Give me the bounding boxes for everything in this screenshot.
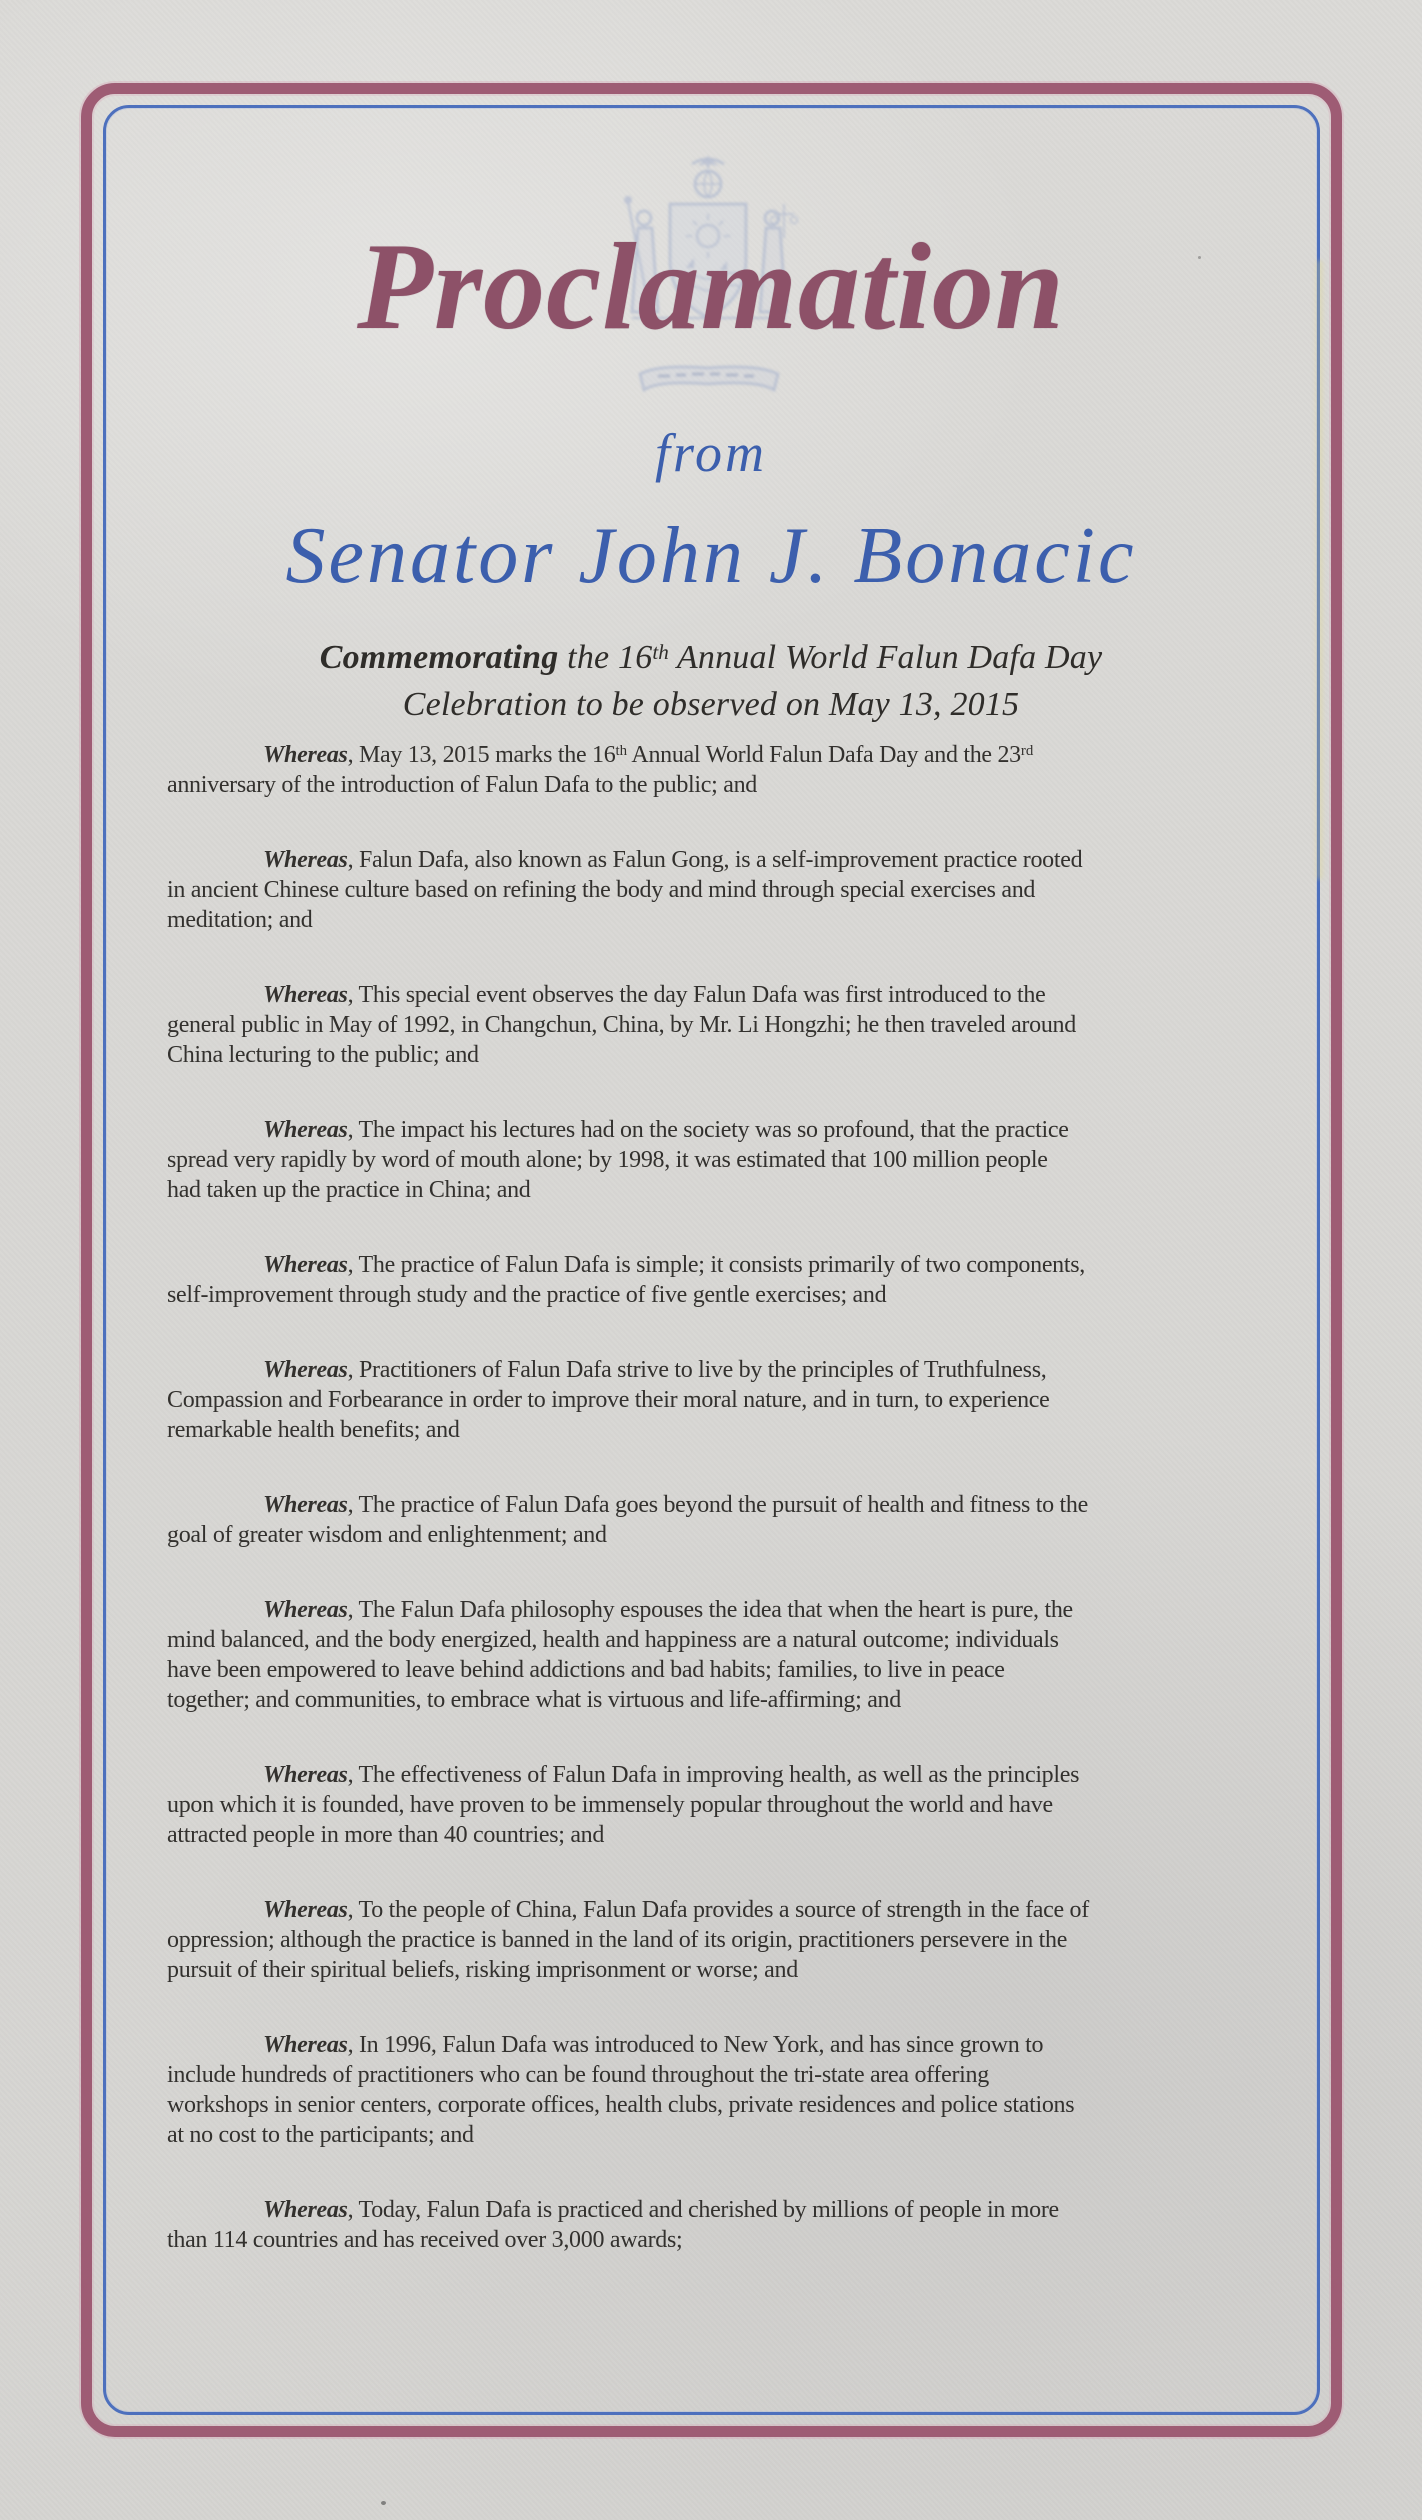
whereas-lead: Whereas: [263, 847, 348, 873]
whereas-lead: Whereas: [263, 742, 348, 768]
whereas-paragraph: [167, 980, 1347, 1070]
scan-speck: [381, 2501, 386, 2505]
paragraph-line: [167, 1355, 1347, 1385]
paragraph-line: remarkable health benefits; and: [167, 1417, 460, 1443]
whereas-paragraphs: [167, 740, 1347, 2300]
whereas-paragraph: [167, 1595, 1347, 1715]
paragraph-line: oppression; although the practice is banned in the land of its origin, practitioners persevere in the: [167, 1927, 1068, 1953]
whereas-paragraph: [167, 1115, 1347, 1205]
whereas-paragraph: [167, 740, 1347, 800]
paragraph-line: goal of greater wisdom and enlightenment; and: [167, 1522, 607, 1548]
whereas-lead: Whereas: [263, 1117, 348, 1143]
whereas-lead: Whereas: [263, 1252, 348, 1278]
whereas-paragraph: [167, 1490, 1347, 1550]
paragraph-line: [167, 1250, 1347, 1280]
whereas-lead: Whereas: [263, 1597, 348, 1623]
paragraph-line: [167, 1895, 1347, 1925]
commemoration-line-1: [0, 636, 1422, 683]
whereas-paragraph: [167, 1760, 1347, 1850]
paragraph-line: China lecturing to the public; and: [167, 1042, 479, 1068]
paragraph-line-text: , Today, Falun Dafa is practiced and cherished by millions of people in more: [347, 2197, 1059, 2223]
paragraph-line-text: , Falun Dafa, also known as Falun Gong, is a self-improvement practice rooted: [347, 847, 1083, 873]
paragraph-line: have been empowered to leave behind addictions and bad habits; families, to live in peace: [167, 1657, 1005, 1683]
paragraph-line: [167, 845, 1347, 875]
whereas-lead: Whereas: [263, 982, 348, 1008]
paragraph-line: upon which it is founded, have proven to be immensely popular throughout the world and have: [167, 1792, 1053, 1818]
paragraph-line-text: , The Falun Dafa philosophy espouses the idea that when the heart is pure, the: [347, 1597, 1073, 1623]
paragraph-line: Compassion and Forbearance in order to improve their moral nature, and in turn, to experience: [167, 1387, 1050, 1413]
paragraph-line: workshops in senior centers, corporate offices, health clubs, private residences and police stations: [167, 2092, 1075, 2118]
whereas-lead: Whereas: [263, 1357, 348, 1383]
whereas-lead: Whereas: [263, 1762, 348, 1788]
paragraph-line-text: , Practitioners of Falun Dafa strive to live by the principles of Truthfulness,: [347, 1357, 1047, 1383]
page-title: Proclamation: [357, 218, 1065, 355]
paragraph-line-text: , In 1996, Falun Dafa was introduced to New York, and has since grown to: [347, 2032, 1044, 2058]
paragraph-line-text: , The effectiveness of Falun Dafa in improving health, as well as the principles: [347, 1762, 1080, 1788]
paragraph-line: together; and communities, to embrace what is virtuous and life-affirming; and: [167, 1687, 901, 1713]
paragraph-line: [167, 2030, 1347, 2060]
paragraph-line-text: , This special event observes the day Falun Dafa was first introduced to the: [347, 982, 1046, 1008]
paragraph-line: in ancient Chinese culture based on refining the body and mind through special exercises and: [167, 877, 1036, 903]
paragraph-line: meditation; and: [167, 907, 313, 933]
paragraph-line: [167, 1595, 1347, 1625]
whereas-lead: Whereas: [263, 2197, 348, 2223]
commemoration-heading: [0, 636, 1422, 727]
paragraph-line-text: , The impact his lectures had on the society was so profound, that the practice: [347, 1117, 1069, 1143]
paragraph-line: [167, 740, 1347, 770]
paragraph-line: self-improvement through study and the practice of five gentle exercises; and: [167, 1282, 887, 1308]
whereas-lead: Whereas: [263, 1897, 348, 1923]
paragraph-line: attracted people in more than 40 countries; and: [167, 1822, 605, 1848]
whereas-paragraph: [167, 1355, 1347, 1445]
commemoration-lead: Commemorating: [319, 639, 559, 676]
paragraph-line: anniversary of the introduction of Falun Dafa to the public; and: [167, 772, 757, 798]
whereas-paragraph: [167, 1895, 1347, 1985]
paragraph-line: [167, 1760, 1347, 1790]
paragraph-line: at no cost to the participants; and: [167, 2122, 474, 2148]
paragraph-line-text: , May 13, 2015 marks the 16th Annual World Falun Dafa Day and the 23rd: [347, 742, 1034, 768]
commemoration-line-2: Celebration to be observed on May 13, 2015: [402, 686, 1020, 723]
whereas-paragraph: [167, 2030, 1347, 2150]
paragraph-line: had taken up the practice in China; and: [167, 1177, 531, 1203]
paragraph-line: [167, 1490, 1347, 1520]
paragraph-line: pursuit of their spiritual beliefs, risking imprisonment or worse; and: [167, 1957, 798, 1983]
whereas-lead: Whereas: [263, 2032, 348, 2058]
whereas-lead: Whereas: [263, 1492, 348, 1518]
paragraph-line: [167, 2195, 1347, 2225]
sender-name: Senator John J. Bonacic: [285, 512, 1137, 600]
commemoration-line-1-rest: the 16th Annual World Falun Dafa Day: [558, 639, 1103, 676]
paragraph-line: spread very rapidly by word of mouth alone; by 1998, it was estimated that 100 million people: [167, 1147, 1048, 1173]
paragraph-line: [167, 980, 1347, 1010]
paragraph-line-text: , The practice of Falun Dafa is simple; it consists primarily of two components,: [347, 1252, 1085, 1278]
whereas-paragraph: [167, 2195, 1347, 2255]
paragraph-line: mind balanced, and the body energized, health and happiness are a natural outcome; individuals: [167, 1627, 1059, 1653]
paragraph-line: [167, 1115, 1347, 1145]
paragraph-line-text: , To the people of China, Falun Dafa provides a source of strength in the face of: [347, 1897, 1089, 1923]
whereas-paragraph: [167, 1250, 1347, 1310]
paragraph-line: general public in May of 1992, in Changchun, China, by Mr. Li Hongzhi; he then traveled around: [167, 1012, 1076, 1038]
paragraph-line: include hundreds of practitioners who can be found throughout the tri-state area offering: [167, 2062, 989, 2088]
paragraph-line-text: , The practice of Falun Dafa goes beyond the pursuit of health and fitness to the: [347, 1492, 1088, 1518]
from-label: from: [654, 423, 767, 483]
paragraph-line: than 114 countries and has received over 3,000 awards;: [167, 2227, 683, 2253]
whereas-paragraph: [167, 845, 1347, 935]
